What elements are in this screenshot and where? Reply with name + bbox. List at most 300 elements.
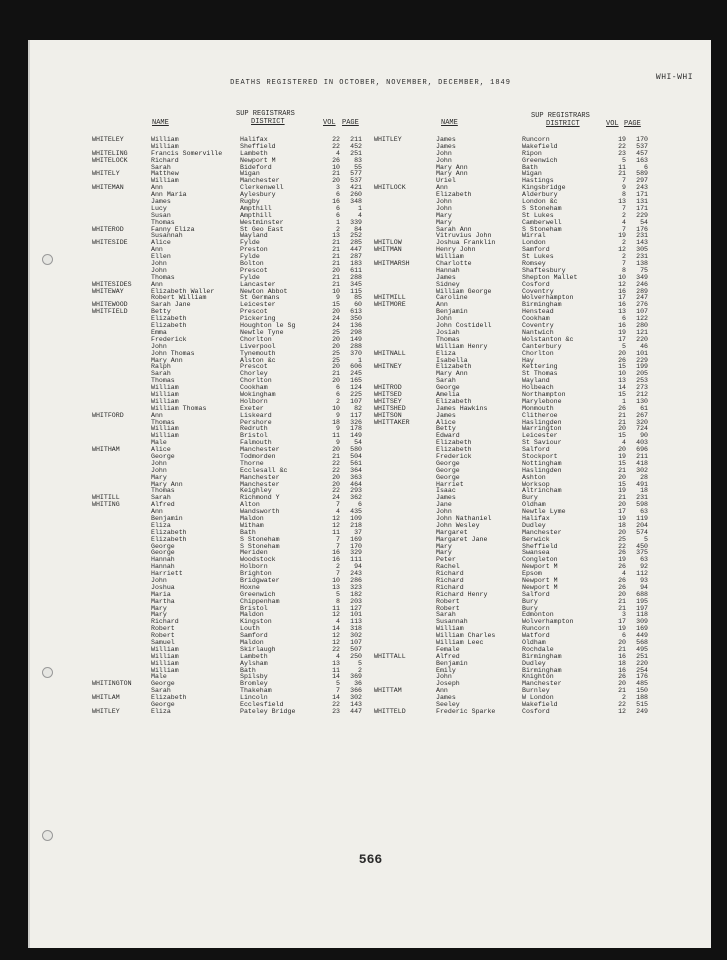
entry-page: 83 [354, 156, 362, 164]
entry-volume: 6 [336, 384, 340, 392]
entry-page: 537 [350, 177, 362, 185]
entry-forenames: Joshua Franklin [436, 239, 496, 247]
entry-district: Skirlaugh [240, 645, 276, 653]
entry-surname: WHITLOCK [374, 184, 406, 192]
entry-district: Brighton [240, 570, 272, 578]
entry-page: 326 [350, 418, 362, 426]
entry-page: 18 [640, 487, 648, 495]
entry-surname: WHITELEY [92, 136, 124, 143]
entry-surname: WHITMILL [374, 294, 406, 302]
entry-volume: 6 [622, 315, 626, 323]
entry-page: 349 [636, 273, 648, 281]
register-entry [92, 337, 372, 344]
entry-page: 288 [350, 273, 362, 281]
entry-district: Newport M [522, 563, 558, 571]
entry-volume: 5 [336, 590, 340, 598]
entry-page: 101 [636, 349, 648, 357]
entry-forenames: Edward [436, 432, 460, 440]
entry-district: Kettering [522, 363, 558, 371]
entry-surname: WHITTALL [374, 652, 406, 660]
entry-forenames: Vitruvius John [436, 232, 492, 240]
entry-forenames: Thomas [151, 218, 175, 226]
entry-page: 345 [350, 280, 362, 288]
entry-district: Shepton Mallet [522, 273, 578, 281]
left-vol-header: VOL [323, 119, 336, 127]
register-entry [92, 185, 372, 192]
entry-district: Leicester [240, 301, 276, 309]
entry-page: 109 [350, 514, 362, 522]
entry-page: 250 [350, 652, 362, 660]
entry-page: 229 [636, 211, 648, 219]
entry-page: 2 [358, 666, 362, 674]
entry-forenames: Elizabeth [436, 446, 472, 454]
entry-volume: 19 [618, 514, 626, 522]
entry-volume: 9 [336, 411, 340, 419]
entry-page: 82 [354, 404, 362, 412]
entry-forenames: Mary Ann [436, 370, 468, 378]
entry-page: 149 [350, 432, 362, 440]
entry-page: 696 [636, 446, 648, 454]
entry-volume: 19 [618, 556, 626, 564]
entry-forenames: William [151, 136, 179, 143]
register-entry [92, 199, 372, 206]
entry-forenames: James Hawkins [436, 404, 488, 412]
entry-volume: 2 [336, 563, 340, 571]
entry-volume: 20 [332, 335, 340, 343]
entry-volume: 22 [618, 701, 626, 709]
register-entry [374, 709, 664, 716]
entry-page: 251 [350, 149, 362, 157]
entry-page: 323 [350, 583, 362, 591]
entry-forenames: James [436, 142, 456, 150]
entry-forenames: William [151, 397, 179, 405]
right-sup-registrars-header: SUP REGISTRARS [531, 112, 590, 120]
entry-volume: 2 [336, 397, 340, 405]
entry-district: Samford [522, 246, 550, 254]
entry-volume: 7 [336, 687, 340, 695]
entry-forenames: William [151, 390, 179, 398]
entry-forenames: Mary [436, 549, 452, 557]
entry-page: 418 [636, 459, 648, 467]
register-entry [92, 275, 372, 282]
entry-volume: 18 [618, 659, 626, 667]
register-entry [374, 626, 664, 633]
entry-page: 369 [350, 673, 362, 681]
entry-forenames: Mary Ann [436, 163, 468, 171]
entry-district: Newport M [522, 583, 558, 591]
entry-district: Wigan [522, 170, 542, 178]
entry-district: Falmouth [240, 439, 272, 447]
entry-district: Halifax [240, 136, 268, 143]
entry-forenames: Ann [151, 280, 163, 288]
entry-page: 246 [636, 280, 648, 288]
register-entry [92, 557, 372, 564]
entry-forenames: Mary [436, 218, 452, 226]
entry-district: Wolstanton &c [522, 335, 574, 343]
entry-volume: 3 [622, 611, 626, 619]
entry-district: Maldon [240, 514, 264, 522]
entry-page: 149 [350, 335, 362, 343]
entry-forenames: Emily [436, 666, 456, 674]
entry-district: Sheffield [240, 142, 276, 150]
entry-volume: 26 [618, 577, 626, 584]
entry-page: 251 [636, 652, 648, 660]
entry-page: 6 [358, 501, 362, 509]
entry-forenames: Matthew [151, 170, 179, 178]
entry-forenames: William [151, 666, 179, 674]
entry-district: Greenwich [522, 156, 558, 164]
entry-volume: 9 [336, 439, 340, 447]
entry-forenames: Benjamin [436, 659, 468, 667]
entry-page: 447 [350, 707, 362, 715]
entry-volume: 11 [332, 432, 340, 440]
entry-volume: 7 [622, 177, 626, 185]
entry-page: 55 [354, 163, 362, 171]
entry-forenames: George [151, 452, 175, 460]
entry-surname: WHITSED [374, 390, 402, 398]
entry-district: Cookham [522, 315, 550, 323]
entry-forenames: Henry John [436, 246, 476, 254]
register-entry [92, 378, 372, 385]
entry-volume: 22 [618, 542, 626, 550]
entry-district: Holbeach [522, 384, 554, 392]
entry-volume: 25 [332, 328, 340, 336]
entry-district: Oldham [522, 501, 546, 509]
register-entry [92, 661, 372, 668]
entry-forenames: John [151, 577, 167, 584]
entry-district: Edmonton [522, 611, 554, 619]
register-entry [92, 571, 372, 578]
entry-district: Ashton [522, 473, 546, 481]
register-page [28, 40, 711, 948]
entry-forenames: Sarah Jane [151, 301, 191, 309]
register-entry [92, 144, 372, 151]
entry-volume: 23 [618, 149, 626, 157]
entry-surname: WHITSON [374, 411, 402, 419]
left-district-header: DISTRICT [251, 118, 285, 126]
entry-forenames: Samuel [151, 639, 175, 647]
entry-page: 63 [640, 556, 648, 564]
entry-district: Wakefield [522, 142, 558, 150]
entry-forenames: Fanny Eliza [151, 225, 195, 233]
register-entry [92, 220, 372, 227]
entry-forenames: Eliza [151, 521, 171, 529]
entry-volume: 20 [618, 528, 626, 536]
entry-volume: 10 [332, 404, 340, 412]
entry-district: Wakefield [522, 701, 558, 709]
register-entry [374, 206, 664, 213]
entry-forenames: Joseph [436, 680, 460, 688]
entry-volume: 2 [622, 239, 626, 247]
entry-volume: 4 [336, 618, 340, 626]
entry-district: Liverpool [240, 342, 276, 350]
entry-district: Berwick [522, 535, 550, 543]
entry-page: 464 [350, 480, 362, 488]
entry-district: Alston &c [240, 356, 276, 364]
entry-volume: 15 [618, 459, 626, 467]
entry-volume: 21 [618, 597, 626, 605]
entry-forenames: Richard [436, 577, 464, 584]
entry-district: Thorne [240, 459, 264, 467]
entry-page: 178 [350, 425, 362, 433]
entry-district: Greenwich [240, 590, 276, 598]
page-title: DEATHS REGISTERED IN OCTOBER, NOVEMBER, DECEMBER, 1849 [230, 79, 511, 87]
entry-district: Manchester [522, 528, 562, 536]
register-entry [92, 158, 372, 165]
entry-district: Manchester [522, 680, 562, 688]
entry-surname: WHITELY [92, 170, 120, 178]
entry-district: Ripon [522, 149, 542, 157]
entry-volume: 22 [618, 142, 626, 150]
entry-volume: 14 [618, 384, 626, 392]
entry-page: 121 [636, 328, 648, 336]
register-entry [92, 668, 372, 675]
entry-page: 302 [350, 632, 362, 640]
register-entry [92, 612, 372, 619]
register-entry [374, 199, 664, 206]
entry-district: W London [522, 694, 554, 702]
register-entry [374, 151, 664, 158]
register-entry [374, 254, 664, 261]
entry-district: London &c [522, 198, 558, 206]
entry-page: 364 [350, 466, 362, 474]
entry-forenames: John [436, 156, 452, 164]
entry-volume: 11 [332, 604, 340, 612]
register-entry [92, 674, 372, 681]
entry-volume: 17 [618, 508, 626, 516]
register-entry [92, 461, 372, 468]
entry-forenames: Thomas [436, 335, 460, 343]
entry-page: 138 [636, 260, 648, 268]
entry-volume: 12 [618, 246, 626, 254]
entry-forenames: Eliza [436, 349, 456, 357]
entry-volume: 20 [332, 480, 340, 488]
entry-forenames: Sarah [436, 377, 456, 385]
entry-district: Wolverhampton [522, 618, 574, 626]
entry-forenames: Sarah [436, 611, 456, 619]
entry-district: Congleton [522, 556, 558, 564]
entry-forenames: William Charles [436, 632, 496, 640]
entry-district: Nottingham [522, 459, 562, 467]
left-sup-registrars-header: SUP REGISTRARS [236, 110, 295, 118]
register-entry [92, 137, 372, 144]
register-entry [92, 399, 372, 406]
entry-page: 598 [636, 501, 648, 509]
entry-surname: WHITING [92, 501, 120, 509]
entry-district: Dudley [522, 521, 546, 529]
entry-district: Clerkenwell [240, 184, 284, 192]
entry-page: 176 [636, 225, 648, 233]
entry-surname: WHITSEY [374, 397, 402, 405]
register-entry [92, 702, 372, 709]
entry-surname: WHITEROD [92, 225, 124, 233]
entry-volume: 4 [622, 439, 626, 447]
entry-volume: 21 [618, 645, 626, 653]
entry-page: 247 [636, 294, 648, 302]
entry-forenames: William [151, 659, 179, 667]
entry-forenames: Betty [436, 425, 456, 433]
entry-volume: 20 [618, 473, 626, 481]
entry-district: Newtle Lyme [522, 508, 566, 516]
entry-page: 280 [636, 322, 648, 330]
entry-surname: WHITTAKER [374, 418, 410, 426]
entry-volume: 2 [622, 253, 626, 261]
entry-district: Monmouth [522, 404, 554, 412]
register-entry [92, 482, 372, 489]
entry-forenames: George [436, 459, 460, 467]
entry-page: 350 [350, 315, 362, 323]
entry-volume: 7 [622, 260, 626, 268]
register-entry [92, 544, 372, 551]
entry-forenames: Isabella [436, 356, 468, 364]
entry-forenames: John [436, 204, 452, 212]
entry-forenames: Male [151, 673, 167, 681]
entry-volume: 19 [618, 232, 626, 240]
entry-volume: 25 [332, 349, 340, 357]
entry-page: 183 [350, 260, 362, 268]
entry-district: Haslingden [522, 466, 562, 474]
register-entry [92, 330, 372, 337]
entry-surname: WHITILL [92, 494, 120, 502]
entry-page: 574 [636, 528, 648, 536]
entry-forenames: Elizabeth [151, 694, 187, 702]
entry-volume: 14 [332, 673, 340, 681]
entry-surname: WHITTAM [374, 687, 402, 695]
entry-district: Henstead [522, 308, 554, 316]
entry-volume: 10 [332, 163, 340, 171]
register-entry [92, 606, 372, 613]
entry-page: 37 [354, 528, 362, 536]
entry-page: 293 [350, 487, 362, 495]
entry-district: Holborn [240, 563, 268, 571]
entry-district: London [522, 239, 546, 247]
entry-page: 298 [350, 328, 362, 336]
entry-forenames: James [436, 136, 456, 143]
entry-volume: 20 [618, 680, 626, 688]
entry-page: 285 [350, 239, 362, 247]
entry-page: 170 [636, 136, 648, 143]
entry-surname: WHITMAN [374, 246, 402, 254]
entry-forenames: William [151, 142, 179, 150]
entry-page: 119 [636, 514, 648, 522]
entry-page: 46 [640, 342, 648, 350]
entry-page: 150 [636, 687, 648, 695]
entry-district: Richmond Y [240, 494, 280, 502]
entry-forenames: Elizabeth [436, 397, 472, 405]
entry-volume: 21 [618, 494, 626, 502]
entry-district: Swansea [522, 549, 550, 557]
entry-volume: 7 [336, 570, 340, 578]
entry-district: Marylebone [522, 397, 562, 405]
entry-volume: 26 [332, 156, 340, 164]
entry-district: Wolverhampton [522, 294, 574, 302]
entry-district: Bury [522, 494, 538, 502]
entry-page: 309 [636, 618, 648, 626]
entry-district: Cookham [240, 384, 268, 392]
entry-volume: 25 [332, 356, 340, 364]
entry-forenames: Richard Henry [436, 590, 488, 598]
entry-volume: 17 [618, 618, 626, 626]
entry-forenames: Ann [151, 184, 163, 192]
entry-volume: 22 [332, 459, 340, 467]
entry-page: 84 [354, 225, 362, 233]
entry-volume: 26 [618, 549, 626, 557]
entry-page: 515 [636, 701, 648, 709]
right-district-header: DISTRICT [546, 120, 580, 128]
entry-district: Bath [522, 163, 538, 171]
entry-forenames: Amelia [436, 390, 460, 398]
entry-page: 1 [358, 356, 362, 364]
entry-surname: WHITMORE [374, 301, 406, 309]
entry-page: 450 [636, 542, 648, 550]
left-register-list [92, 137, 372, 716]
entry-forenames: John [436, 198, 452, 206]
entry-volume: 21 [332, 370, 340, 378]
entry-forenames: Ann [151, 508, 163, 516]
punch-hole [42, 254, 53, 265]
register-entry [374, 178, 664, 185]
entry-district: Knighton [522, 673, 554, 681]
entry-volume: 21 [332, 452, 340, 460]
entry-district: Bolton [240, 260, 264, 268]
entry-district: Oldham [522, 639, 546, 647]
register-entry [92, 550, 372, 557]
entry-volume: 18 [332, 418, 340, 426]
entry-district: Keighley [240, 487, 272, 495]
entry-forenames: Elizabeth [151, 315, 187, 323]
entry-page: 211 [636, 452, 648, 460]
entry-district: Northampton [522, 390, 566, 398]
entry-forenames: William [151, 652, 179, 660]
register-entry [92, 447, 372, 454]
entry-page: 260 [350, 191, 362, 199]
left-name-header: NAME [152, 119, 169, 127]
entry-volume: 24 [332, 494, 340, 502]
entry-page: 724 [636, 425, 648, 433]
entry-page: 485 [636, 680, 648, 688]
entry-forenames: Josiah [436, 328, 460, 336]
entry-volume: 16 [332, 549, 340, 557]
entry-volume: 20 [332, 473, 340, 481]
entry-volume: 16 [618, 666, 626, 674]
entry-district: Altrincham [522, 487, 562, 495]
entry-district: Lincoln [240, 694, 268, 702]
entry-forenames: Alice [151, 446, 171, 454]
entry-forenames: John [151, 466, 167, 474]
register-entry [92, 289, 372, 296]
entry-volume: 15 [332, 301, 340, 309]
register-entry [374, 392, 664, 399]
entry-volume: 22 [332, 466, 340, 474]
right-vol-header: VOL [606, 120, 619, 128]
entry-page: 5 [644, 535, 648, 543]
entry-district: Prescot [240, 266, 268, 274]
entry-surname: WHITHAM [92, 446, 120, 454]
entry-volume: 13 [332, 232, 340, 240]
entry-volume: 6 [336, 211, 340, 219]
entry-forenames: George [436, 466, 460, 474]
entry-forenames: Ellen [151, 253, 171, 261]
entry-forenames: Elizabeth [151, 528, 187, 536]
entry-district: Coventry [522, 287, 554, 295]
entry-page: 589 [636, 170, 648, 178]
entry-forenames: Elizabeth [436, 439, 472, 447]
entry-page: 254 [636, 666, 648, 674]
entry-forenames: William [151, 177, 179, 185]
entry-district: Haslingden [522, 418, 562, 426]
entry-volume: 22 [332, 487, 340, 495]
entry-forenames: Lucy [151, 204, 167, 212]
